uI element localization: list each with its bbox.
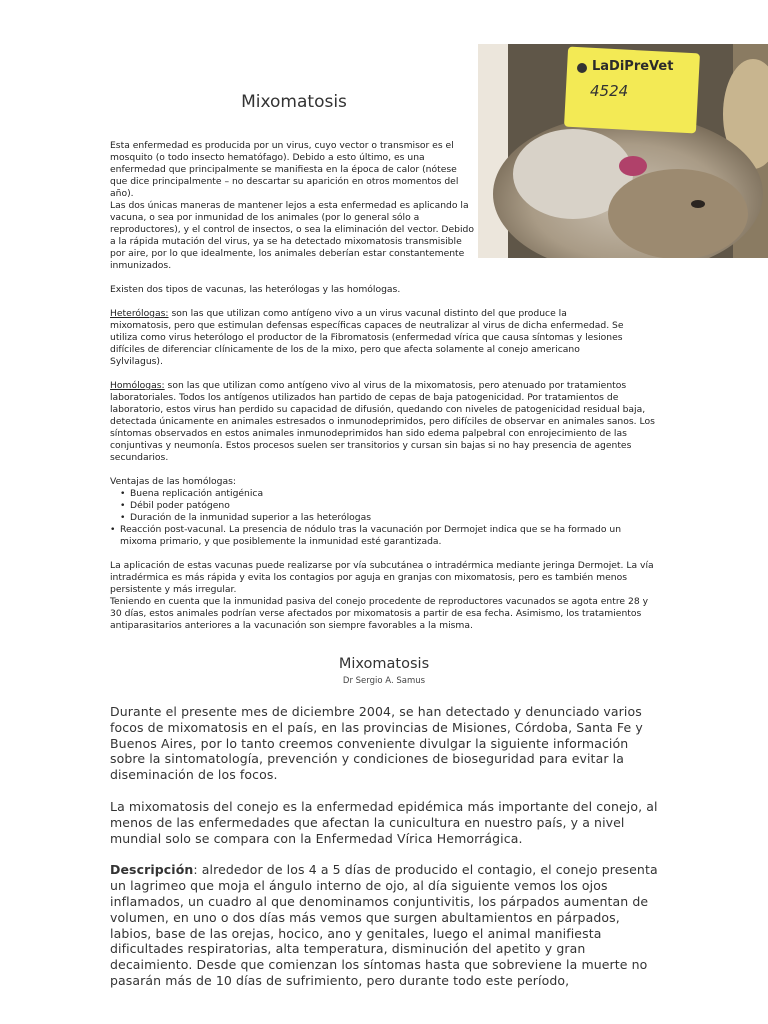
- list-item: • Débil poder patógeno: [120, 500, 630, 512]
- heterologas-term: Heterólogas:: [110, 308, 169, 319]
- advantages-section: [110, 476, 630, 548]
- list-item: • Buena replicación antigénica: [120, 488, 630, 500]
- homologas-term: Homólogas:: [110, 380, 165, 391]
- heterologas-text: son las que utilizan como antígeno vivo a un virus vacunal distinto del que produce la mixomatosis, pero que estimulan defensas específicas capaces de neutralizar al virus de dicha enfermedad. Se utiliza como virus heterólogo el productor de la Fibromatosis (enfermedad vírica que causa síntomas y lesiones difíciles de diferenciar clínicamente de los de la mixo, pero que afecta solamente al conejo americano Sylvilagus).: [110, 308, 624, 367]
- article-description: [110, 862, 658, 988]
- intro-text: [110, 140, 474, 272]
- article-body: [110, 704, 658, 989]
- description-label: Descripción: [110, 862, 194, 878]
- advantages-list: [120, 488, 630, 548]
- vaccine-types: Existen dos tipos de vacunas, las heterólogas y las homólogas.: [110, 284, 401, 295]
- homologas-section: [110, 380, 658, 464]
- article-paragraph: Durante el presente mes de diciembre 2004, se han detectado y denunciado varios focos de mixomatosis en el país, en las provincias de Misiones, Córdoba, Santa Fe y Buenos Aires, por lo tanto creemos conveniente divulgar la siguiente información sobre la sintomatología, prevención y condiciones de bioseguridad para evitar la diseminación de los focos.: [110, 704, 643, 783]
- application-paragraph: La aplicación de estas vacunas puede realizarse por vía subcutánea o intradérmica mediante jeringa Dermojet. La vía intradérmica es más rápida y evita los contagios por aguja en granjas con mixomatosis, pero es también menos persistente y más irregular.: [110, 560, 654, 595]
- photo-label-brand: LaDiPreVet: [592, 59, 674, 74]
- application-paragraph: Teniendo en cuenta que la inmunidad pasiva del conejo procedente de reproductores vacunados se agota entre 28 y 30 días, estos animales podrían verse afectados por mixomatosis a partir de esa fecha. Asimismo, los tratamientos antiparasitarios anteriores a la vacunación son siempre favorables a la misma.: [110, 596, 649, 631]
- advantages-heading: Ventajas de las homólogas:: [110, 476, 236, 487]
- article-author: Dr Sergio A. Samus: [342, 676, 426, 686]
- homologas-text: son las que utilizan como antígeno vivo al virus de la mixomatosis, pero atenuado por tratamientos laboratoriales. Todos los antígenos utilizados han partido de cepas de baja patogenicidad. Por tratamientos de laboratorio, estos virus han perdido su capacidad de difusión, quedando con niveles de patogenicidad residual baja, detectada únicamente en animales estresados o inmunodeprimidos, pero difíciles de observar en animales sanos. Los síntomas observados en estos animales inmunodeprimidos han sido edema palpebral con enrojecimiento de las conjuntivas y neumonía. Estos procesos suelen ser transitorios y cursan sin bajas si no hay presencia de agentes secundarios.: [110, 380, 655, 463]
- article-paragraph: La mixomatosis del conejo es la enfermedad epidémica más importante del conejo, al menos de las enfermedades que afectan la cunicultura en nuestro país, y a nivel mundial solo se compara con la Enfermedad Vírica Hemorrágica.: [110, 798, 658, 846]
- page-title: Mixomatosis: [241, 92, 347, 112]
- application-section: [110, 560, 658, 632]
- heterologas-section: [110, 308, 630, 368]
- description-text: : alrededor de los 4 a 5 días de producido el contagio, el conejo presenta un lagrimeo que moja el ángulo interno de ojo, al día siguiente vemos los ojos inflamados, un cuadro al que denominamos conjuntivitis, los párpados aumentan de volumen, en uno o dos días más vemos que surgen abultamientos en párpados, labios, base de las orejas, hocico, ano y genitales, luego el animal manifiesta dificultades respiratorias, alta temperatura, disminución del apetito y gran decaimiento. Desde que comienzan los síntomas hasta que sobreviene la muerte no pasarán más de 10 días de sufrimiento, pero durante todo este período,: [110, 862, 658, 988]
- intro-paragraph: Esta enfermedad es producida por un virus, cuyo vector o transmisor es el mosquito (o todo insecto hematófago). Debido a esto último, es una enfermedad que principalmente se manifiesta en la época de calor (nótese que dice principalmente – no descartar su aparición en otros momentos del año).: [110, 140, 459, 199]
- rabbit-photo-illustration: [478, 44, 768, 258]
- rabbit-photo: [478, 44, 768, 258]
- photo-label-number: 4524: [590, 82, 629, 100]
- list-item: • Reacción post-vacunal. La presencia de nódulo tras la vacunación por Dermojet indica que se ha formado un mixoma primario, y que posiblemente la inmunidad esté garantizada.: [110, 524, 630, 548]
- intro-paragraph: Las dos únicas maneras de mantener lejos a esta enfermedad es aplicando la vacuna, o sea por inmunidad de los animales (por lo general sólo a reproductores), y el control de insectos, o sea la eliminación del vector. Debido a la rápida mutación del virus, ya se ha detectado mixomatosis transmisible por aire, por lo que idealmente, los animales deberían estar constantemente inmunizados.: [110, 200, 474, 271]
- article-title: Mixomatosis: [338, 656, 430, 672]
- list-item: • Duración de la inmunidad superior a las heterólogas: [120, 512, 630, 524]
